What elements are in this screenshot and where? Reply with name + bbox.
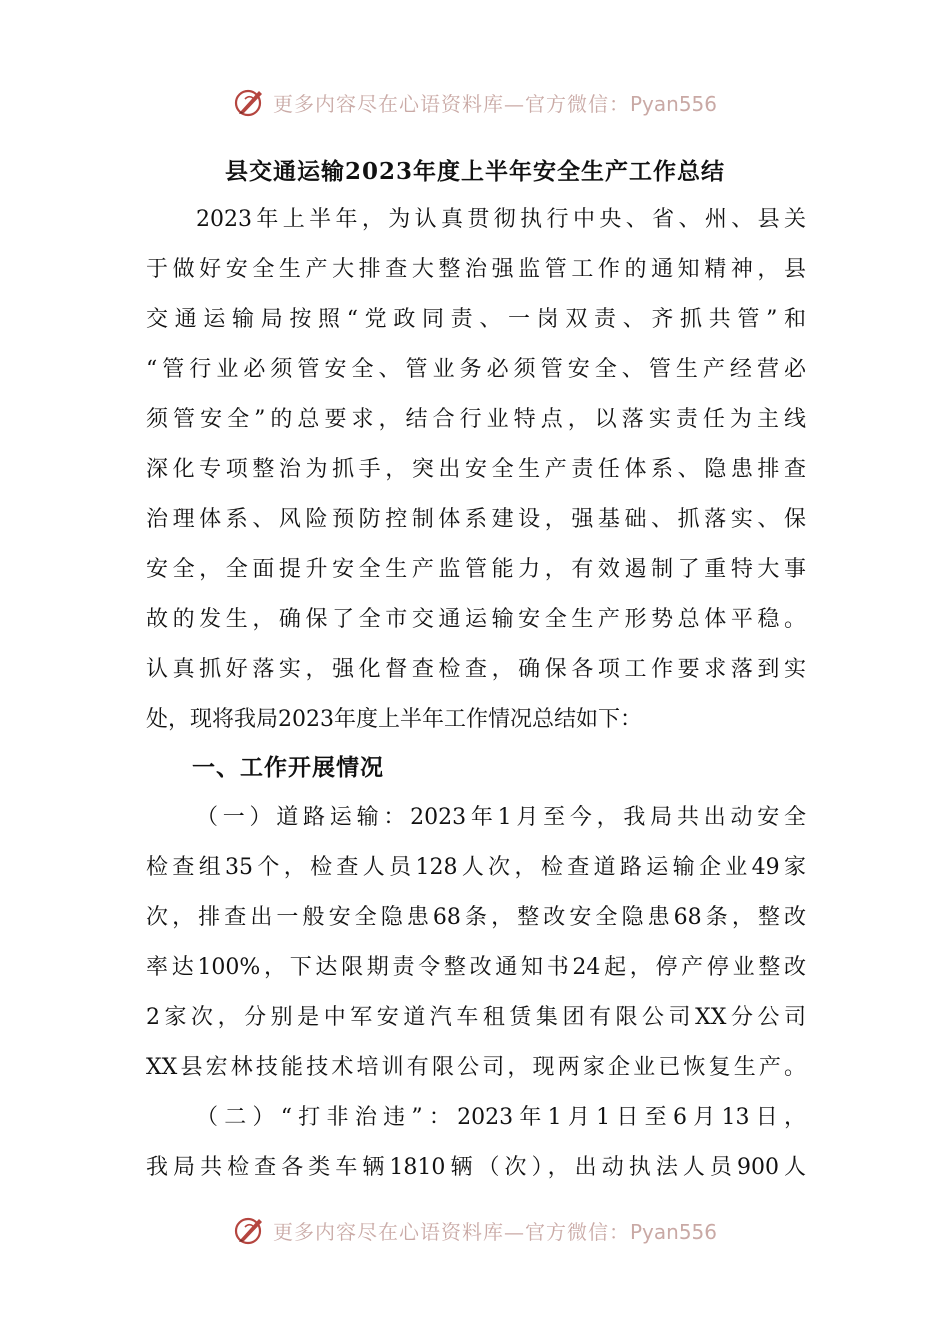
paragraph-line: （二）“打非治违”：2023年1月1日至6月13日， [196, 1105, 806, 1130]
paragraph-line: XX县宏林技能技术培训有限公司，现两家企业已恢复生产。 [146, 1055, 806, 1080]
paragraph-line: 须管安全”的总要求，结合行业特点，以落实责任为主线 [146, 407, 806, 432]
document-title: 县交通运输2023年度上半年安全生产工作总结 [224, 158, 725, 185]
paragraph-line: 次，排查出一般安全隐患68条，整改安全隐患68条，整改 [146, 905, 806, 930]
watermark-text: 更多内容尽在心语资料库—官方微信：Pyan556 [272, 91, 717, 116]
paragraph-line: 率达100%，下达限期责令整改通知书24起，停产停业整改 [146, 955, 806, 980]
watermark-top [0, 82, 950, 122]
pen-logo-icon [233, 85, 267, 119]
watermark-text: 更多内容尽在心语资料库—官方微信：Pyan556 [272, 1219, 717, 1244]
paragraph-line: 我局共检查各类车辆1810辆（次），出动执法人员900人 [146, 1155, 806, 1180]
paragraph-line: 安全，全面提升安全生产监管能力，有效遏制了重特大事 [146, 557, 806, 582]
watermark-bottom [0, 1210, 950, 1250]
paragraph-line: “管行业必须管安全、管业务必须管安全、管生产经营必 [146, 357, 806, 382]
paragraph-line: （一）道路运输：2023年1月至今，我局共出动安全 [196, 805, 806, 830]
paragraph-line: 2家次，分别是中军安道汽车租赁集团有限公司XX分公司 [146, 1005, 806, 1030]
paragraph-line: 认真抓好落实，强化督查检查，确保各项工作要求落到实 [146, 657, 806, 682]
section-heading: 一、工作开展情况 [192, 754, 384, 781]
paragraph-line: 治理体系、风险预防控制体系建设，强基础、抓落实、保 [146, 507, 806, 532]
paragraph-line: 深化专项整治为抓手，突出安全生产责任体系、隐患排查 [146, 457, 806, 482]
paragraph-line: 于做好安全生产大排查大整治强监管工作的通知精神，县 [146, 257, 806, 282]
paragraph-line: 故的发生，确保了全市交通运输安全生产形势总体平稳。 [146, 607, 806, 632]
paragraph-line: 交通运输局按照“党政同责、一岗双责、齐抓共管”和 [146, 307, 806, 332]
paragraph-line: 检查组35个，检查人员128人次，检查道路运输企业49家 [146, 855, 806, 880]
paragraph-line: 处，现将我局2023年度上半年工作情况总结如下： [146, 707, 642, 732]
paragraph-line: 2023年上半年，为认真贯彻执行中央、省、州、县关 [196, 207, 806, 232]
pen-logo-icon [233, 1213, 267, 1247]
